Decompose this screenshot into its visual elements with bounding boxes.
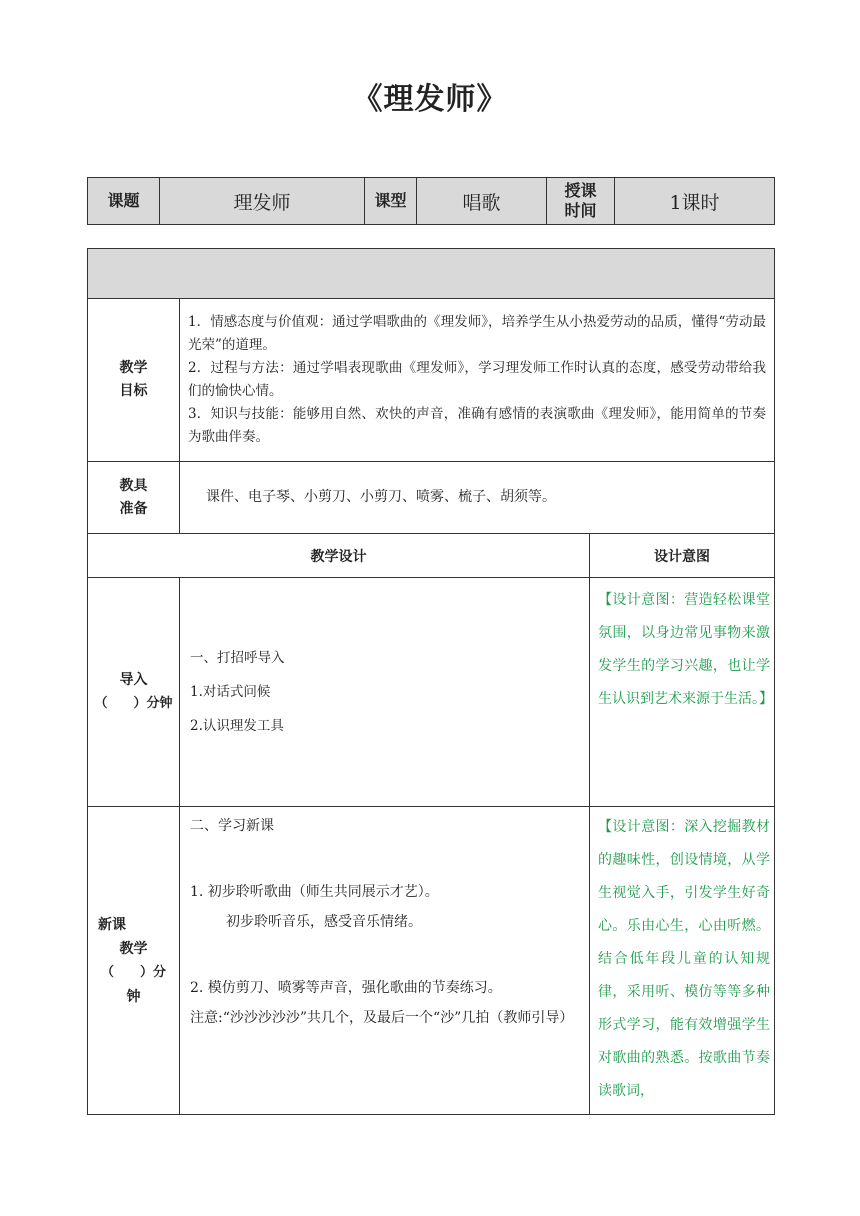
lesson-plan-table bbox=[87, 248, 775, 1115]
lesson-info-table bbox=[87, 177, 775, 225]
newlesson-heading: 二、学习新课 bbox=[190, 818, 274, 834]
intro-label-line-1: 导入 bbox=[119, 672, 148, 688]
intro-label bbox=[88, 578, 180, 807]
newlesson-label-line-2: 教学 bbox=[119, 940, 148, 957]
newlesson-intent: 【设计意图：深入挖掘教材的趣味性，创设情境，从学生视觉入手，引发学生好奇心。乐由心生，心由听燃。结合低年段儿童的认知规律，采用听、模仿等等多种形式学习，能有效增强学生对歌曲的熟悉。按歌曲节奏读歌词， bbox=[590, 807, 775, 1115]
newlesson-content bbox=[180, 807, 590, 1115]
time-label-line-1: 授课 bbox=[564, 181, 597, 200]
design-column-header: 教学设计 bbox=[88, 534, 590, 578]
goals-content bbox=[180, 299, 775, 462]
intro-intent: 【设计意图：营造轻松课堂氛围，以身边常见事物来激发学生的学习兴趣，也让学生认识到艺术来源于生活。】 bbox=[590, 578, 775, 807]
goals-label-line-2: 目标 bbox=[119, 383, 148, 399]
newlesson-step-1-sub: 初步聆听音乐，感受音乐情绪。 bbox=[226, 914, 422, 930]
newlesson-step-2: 2. 模仿剪刀、喷雾等声音，强化歌曲的节奏练习。 bbox=[190, 980, 502, 996]
header-band bbox=[88, 249, 775, 299]
page-title: 《理发师》 bbox=[352, 82, 508, 117]
time-label bbox=[547, 178, 615, 225]
topic-label: 课题 bbox=[88, 178, 160, 225]
goal-item: 1．情感态度与价值观：通过学唱歌曲的《理发师》，培养学生从小热爱劳动的品质，懂得“劳动最光荣”的道理。 bbox=[188, 314, 767, 353]
intro-line: 一、打招呼导入 bbox=[190, 650, 285, 666]
time-value: 1课时 bbox=[615, 178, 775, 225]
newlesson-label-line-1: 新课 bbox=[98, 916, 126, 933]
newlesson-step-1: 1. 初步聆听歌曲（师生共同展示才艺）。 bbox=[190, 884, 439, 900]
newlesson-note: 注意:“沙沙沙沙沙”共几个，及最后一个“沙”几拍（教师引导） bbox=[190, 1010, 574, 1026]
type-value: 唱歌 bbox=[417, 178, 547, 225]
intro-line: 2.认识理发工具 bbox=[190, 718, 284, 734]
goals-label bbox=[88, 299, 180, 462]
time-label-line-2: 时间 bbox=[564, 201, 597, 220]
intent-column-header: 设计意图 bbox=[590, 534, 775, 578]
intro-label-line-2: （ ）分钟 bbox=[94, 696, 173, 711]
goals-label-line-1: 教学 bbox=[119, 360, 148, 376]
type-label: 课型 bbox=[365, 178, 417, 225]
topic-value: 理发师 bbox=[160, 178, 365, 225]
intro-content bbox=[180, 578, 590, 807]
newlesson-label-line-3: （ ）分 bbox=[100, 964, 166, 980]
goal-item: 2．过程与方法：通过学唱表现歌曲《理发师》，学习理发师工作时认真的态度，感受劳动带给我们的愉快心情。 bbox=[188, 360, 767, 399]
newlesson-label bbox=[88, 807, 180, 1115]
tools-label-line-2: 准备 bbox=[119, 500, 148, 517]
intro-line: 1.对话式问候 bbox=[190, 684, 271, 700]
tools-label-line-1: 教具 bbox=[119, 477, 148, 494]
newlesson-label-line-4: 钟 bbox=[126, 988, 141, 1005]
tools-label bbox=[88, 462, 180, 534]
tools-content: 课件、电子琴、小剪刀、小剪刀、喷雾、梳子、胡须等。 bbox=[180, 462, 775, 534]
goal-item: 3．知识与技能：能够用自然、欢快的声音，准确有感情的表演歌曲《理发师》，能用简单的节奏为歌曲伴奏。 bbox=[188, 406, 767, 445]
